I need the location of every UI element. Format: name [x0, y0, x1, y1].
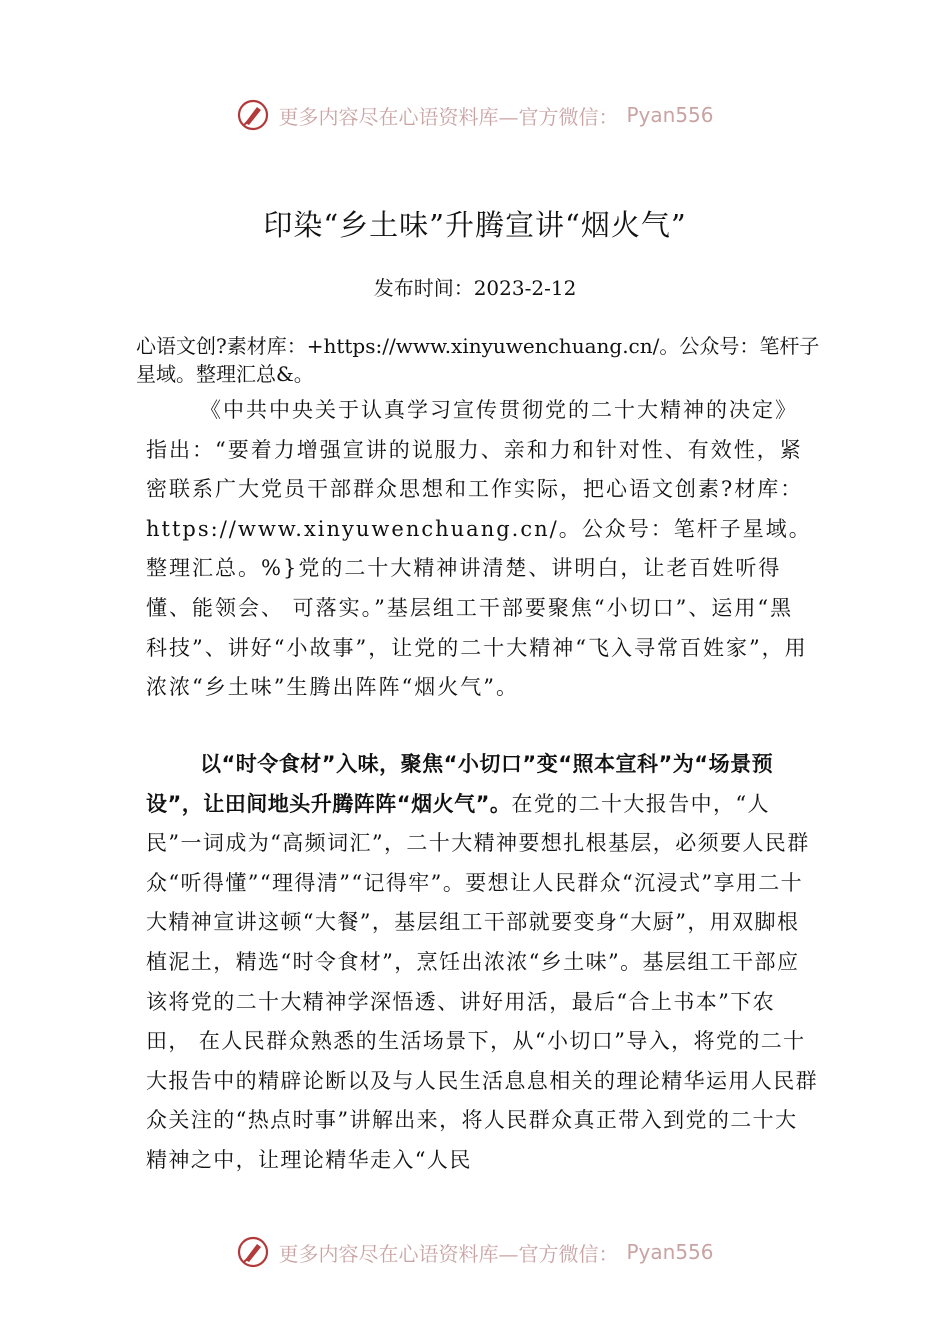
banner-text: 更多内容尽在心语资料库—官方微信：: [278, 1241, 619, 1266]
red-pen-seal-logo-icon: [236, 98, 270, 132]
banner-text: 更多内容尽在心语资料库—官方微信：: [278, 104, 619, 129]
paragraph-1: 《中共中央关于认真学习宣传贯彻党的二十大精神的决定》指出：“要着力增强宣讲的说服力、亲和力和针对性、有效性，紧密联系广大党员干部群众思想和工作实际，把心语文创素?材库：https://www.xinyuwenchuang.cn/。公众号：笔杆子星域。整理汇总。%}党的二十大精神讲清楚、讲明白，让老百姓听得懂、能领会、 可落实。”基层组工干部要聚焦“小切口”、运用“黑科技”、讲好“小故事”，让党的二十大精神“飞入寻常百姓家”，用浓浓“乡土味”生腾出阵阵“烟火气”。: [146, 398, 812, 700]
source-line: 心语文创?素材库：+https://www.xinyuwenchuang.cn/。公众号：笔杆子星域。整理汇总&。: [136, 334, 820, 386]
paragraph-2-body: 在党的二十大报告中，“人民”一词成为“高频词汇”，二十大精神要想扎根基层，必须要人民群众“听得懂”“理得清”“记得牢”。要想让人民群众“沉浸式”享用二十大精神宣讲这顿“大餐”，基层组工干部就要变身“大厨”，用双脚根植泥土，精选“时令食材”，烹饪出浓浓“乡土味”。基层组工干部应该将党的二十大精神学深悟透、讲好用活，最后“合上书本”下农田， 在人民群众熟悉的生活场景下，从“小切口”导入，将党的二十大报告中的精辟论断以及与人民生活息息相关的理论精华运用人民群众关注的“热点时事”讲解出来，将人民群众真正带入到党的二十大精神之中，让理论精华走入“人民: [146, 791, 818, 1172]
paragraph-2-heading: 以“时令食材”入味，聚焦“小切口”变“照本宣科”为“场景预设”，让田间地头升腾阵阵“烟火气”。: [146, 752, 774, 816]
paragraph-2: [146, 745, 818, 1181]
red-pen-seal-logo-icon: [236, 1235, 270, 1269]
header-banner: [0, 95, 950, 135]
document-title: 印染“乡土味”升腾宣讲“烟火气”: [263, 208, 687, 242]
publish-date: 发布时间：2023-2-12: [373, 276, 577, 300]
banner-wechat-id: Pyan556: [626, 103, 714, 127]
banner-wechat-id: Pyan556: [626, 1240, 714, 1264]
footer-banner: [0, 1232, 950, 1272]
